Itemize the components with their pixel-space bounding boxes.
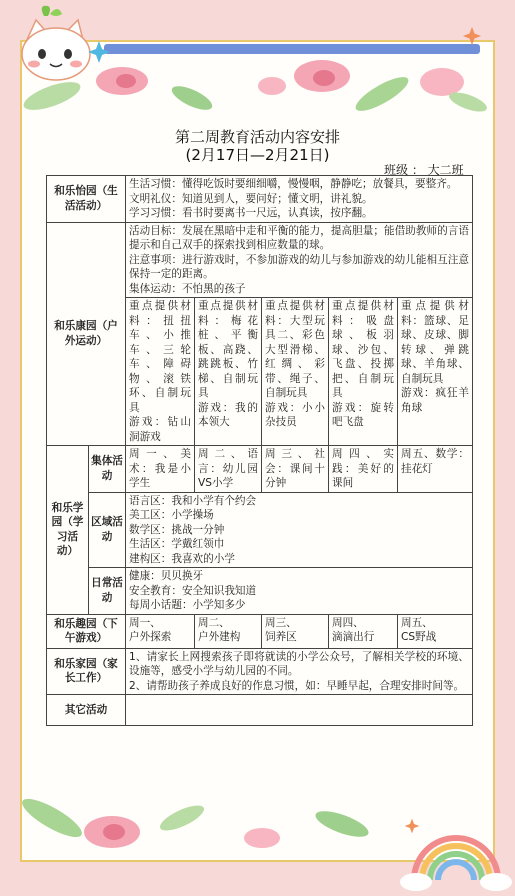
kangyuan-day-cell bbox=[398, 298, 473, 446]
text-line: 文明礼仪：知道见到人，要问好；懂文明，讲礼貌。 bbox=[129, 192, 373, 205]
sub-label-collective: 集体活动 bbox=[89, 446, 126, 493]
row-yiyuan bbox=[47, 176, 473, 223]
schedule-table bbox=[46, 175, 473, 726]
section-label-kangyuan: 和乐康园（户外运动） bbox=[47, 222, 126, 446]
quyuan-day-cell bbox=[329, 614, 398, 648]
day-label: 周四、 bbox=[332, 616, 364, 629]
row-kangyuan-goals bbox=[47, 222, 473, 298]
text-line: 数学区：挑战一分钟 bbox=[129, 523, 225, 536]
day-label: 周二、 bbox=[198, 616, 230, 629]
daily-content bbox=[126, 568, 473, 615]
section-label-xueyuan: 和乐学园（学习活动） bbox=[47, 446, 89, 615]
sub-label-daily: 日常活动 bbox=[89, 568, 126, 615]
kangyuan-day-cell bbox=[329, 298, 398, 446]
collective-day-cell: 周五、数学：挂花灯 bbox=[398, 446, 473, 493]
text-line: 注意事项：进行游戏时，不参加游戏的幼儿与参加游戏的幼儿能相互注意保持一定的距离。 bbox=[129, 253, 470, 280]
collective-day-cell: 周二、语言：幼儿园VS小学 bbox=[195, 446, 262, 493]
text-line: 2、请帮助孩子养成良好的作息习惯，如：早睡早起，合理安排时间等。 bbox=[129, 679, 465, 692]
text-line: 集体运动：不怕黑的孩子 bbox=[129, 282, 246, 295]
text-line: 语言区：我和小学有个约会 bbox=[129, 494, 257, 507]
section-label-jiayuan: 和乐家园（家长工作） bbox=[47, 648, 126, 695]
game-text: 游戏：我的本领大 bbox=[198, 401, 258, 428]
floral-header-decoration bbox=[22, 56, 492, 126]
area-content bbox=[126, 492, 473, 568]
star-icon bbox=[462, 26, 482, 46]
kangyuan-day-cell bbox=[126, 298, 195, 446]
game-text: 游戏：小小杂技员 bbox=[265, 401, 325, 428]
row-jiayuan bbox=[47, 648, 473, 695]
kangyuan-goals bbox=[126, 222, 473, 298]
row-xueyuan-daily bbox=[47, 568, 473, 615]
day-label: 周五、 bbox=[401, 616, 433, 629]
section-label-other: 其它活动 bbox=[47, 695, 126, 726]
material-text: 重点提供材料：大型玩具二、彩色大型滑梯、红绸、彩带、绳子、自制玩具 bbox=[265, 300, 325, 399]
section-label-yiyuan: 和乐怡园（生活活动） bbox=[47, 176, 126, 223]
collective-day-cell: 周一、美术：我是小学生 bbox=[126, 446, 195, 493]
text-line: 安全教育：安全知识我知道 bbox=[129, 584, 257, 597]
row-other bbox=[47, 695, 473, 726]
text-line: 美工区：小学操场 bbox=[129, 509, 214, 521]
text-line: 健康：贝贝换牙 bbox=[129, 570, 204, 582]
day-label: 周一、 bbox=[129, 616, 161, 629]
activity-text: 饲养区 bbox=[265, 631, 297, 643]
activity-text: 户外建构 bbox=[198, 631, 241, 643]
material-text: 重点提供材料：扭扭车、小推车、三轮车、障碍物、滚铁环、自制玩具 bbox=[129, 300, 191, 414]
material-text: 重点提供材料：篮球、足球、皮球、脚转球、弹跳球、羊角球、自制玩具 bbox=[401, 300, 470, 385]
other-content bbox=[126, 695, 473, 726]
game-text: 游戏：疯狂羊角球 bbox=[401, 387, 470, 414]
text-line: 学习习惯：看书时要离书一尺远，认真读，按序翻。 bbox=[129, 207, 373, 219]
quyuan-day-cell bbox=[262, 614, 329, 648]
quyuan-day-cell bbox=[126, 614, 195, 648]
text-line: 生活习惯：懂得吃饭时要细细嚼，慢慢咽，静静吃；放餐具，要整齐。 bbox=[129, 178, 458, 190]
star-icon bbox=[87, 40, 111, 64]
date-range: (2月17日—2月21日) bbox=[185, 146, 330, 164]
star-icon bbox=[404, 818, 420, 834]
sub-label-area: 区域活动 bbox=[89, 492, 126, 568]
jiayuan-content bbox=[126, 648, 473, 695]
text-line: 生活区：学戴红领巾 bbox=[129, 538, 225, 550]
row-quyuan bbox=[47, 614, 473, 648]
collective-day-cell: 周四、实践：美好的课间 bbox=[329, 446, 398, 493]
class-label: 班级 ： 大二班 bbox=[384, 163, 464, 177]
text-line: 建构区：我喜欢的小学 bbox=[129, 552, 235, 565]
kangyuan-day-cell bbox=[195, 298, 262, 446]
quyuan-day-cell bbox=[195, 614, 262, 648]
kangyuan-day-cell bbox=[262, 298, 329, 446]
day-label: 周三、 bbox=[265, 616, 297, 629]
row-xueyuan-area bbox=[47, 492, 473, 568]
game-text: 游戏：旋转吧飞盘 bbox=[332, 401, 394, 428]
material-text: 重点提供材料：吸盘球、板羽球、沙包、飞盘、投掷把、自制玩具 bbox=[332, 300, 394, 399]
row-xueyuan-collective bbox=[47, 446, 473, 493]
section-label-quyuan: 和乐趣园（下午游戏） bbox=[47, 614, 126, 648]
text-line: 1、请家长上网搜索孩子即将就读的小学公众号，了解相关学校的环境、设施等，感受小学与幼儿园的不同。 bbox=[129, 650, 470, 677]
quyuan-day-cell bbox=[398, 614, 473, 648]
activity-text: 户外探索 bbox=[129, 631, 172, 643]
top-accent-bar bbox=[104, 44, 480, 54]
activity-text: CS野战 bbox=[401, 631, 437, 643]
material-text: 重点提供材料：梅花桩、平衡板、高跷、跳跳板、竹梯、自制玩具 bbox=[198, 300, 258, 399]
yiyuan-content bbox=[126, 176, 473, 223]
game-text: 游戏：钻山洞游戏 bbox=[129, 416, 191, 443]
collective-day-cell: 周三、社会：课间十分钟 bbox=[262, 446, 329, 493]
activity-text: 滴滴出行 bbox=[332, 631, 375, 643]
page-title: 第二周教育活动内容安排 bbox=[174, 128, 340, 146]
text-line: 每周小话题：小学知多少 bbox=[129, 599, 246, 611]
text-line: 活动目标：发展在黑暗中走和平衡的能力，提高胆量；能借助教师的言语提示和自己双手的探索找到相应数量的球。 bbox=[129, 224, 470, 251]
